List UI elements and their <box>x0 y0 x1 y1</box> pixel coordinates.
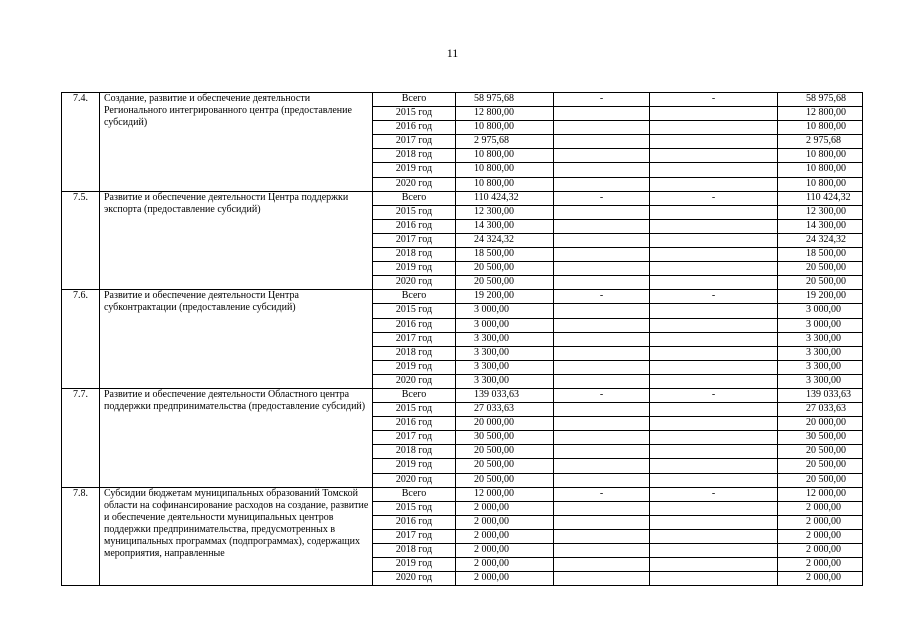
funding-col2-cell <box>650 332 778 346</box>
total-cell: 3 000,00 <box>456 304 554 318</box>
funding-col2-cell <box>650 205 778 219</box>
budget-table <box>61 92 863 586</box>
section-description: Развитие и обеспечение деятельности Центра субконтрактации (предоставление субсидий) <box>100 290 373 389</box>
funding-col2-cell <box>650 121 778 135</box>
total-cell: 20 500,00 <box>456 445 554 459</box>
funding-col2-cell <box>650 544 778 558</box>
funding-total-cell: 20 500,00 <box>778 459 863 473</box>
funding-col2-cell <box>650 248 778 262</box>
funding-total-cell: 14 300,00 <box>778 219 863 233</box>
period-cell: Всего <box>373 290 456 304</box>
funding-col1-cell <box>554 360 650 374</box>
funding-total-cell: 20 000,00 <box>778 417 863 431</box>
funding-total-cell: 24 324,32 <box>778 233 863 247</box>
funding-total-cell: 27 033,63 <box>778 403 863 417</box>
funding-total-cell: 10 800,00 <box>778 177 863 191</box>
funding-total-cell: 3 000,00 <box>778 318 863 332</box>
total-cell: 2 000,00 <box>456 529 554 543</box>
funding-col1-cell <box>554 248 650 262</box>
table-row <box>62 191 863 205</box>
funding-col1-cell: - <box>554 191 650 205</box>
period-cell: 2019 год <box>373 360 456 374</box>
period-cell: 2016 год <box>373 318 456 332</box>
funding-col2-cell: - <box>650 290 778 304</box>
funding-col2-cell <box>650 262 778 276</box>
funding-col1-cell <box>554 318 650 332</box>
funding-total-cell: 3 300,00 <box>778 332 863 346</box>
total-cell: 12 000,00 <box>456 487 554 501</box>
total-cell: 20 500,00 <box>456 276 554 290</box>
period-cell: 2015 год <box>373 501 456 515</box>
funding-col2-cell <box>650 149 778 163</box>
total-cell: 18 500,00 <box>456 248 554 262</box>
funding-col1-cell <box>554 121 650 135</box>
funding-col1-cell: - <box>554 93 650 107</box>
funding-col1-cell <box>554 558 650 572</box>
funding-col2-cell <box>650 459 778 473</box>
period-cell: 2020 год <box>373 276 456 290</box>
total-cell: 12 300,00 <box>456 205 554 219</box>
funding-total-cell: 2 000,00 <box>778 501 863 515</box>
funding-total-cell: 139 033,63 <box>778 388 863 402</box>
funding-col1-cell <box>554 501 650 515</box>
period-cell: 2016 год <box>373 121 456 135</box>
period-cell: 2016 год <box>373 515 456 529</box>
period-cell: 2015 год <box>373 403 456 417</box>
period-cell: 2018 год <box>373 544 456 558</box>
funding-total-cell: 30 500,00 <box>778 431 863 445</box>
period-cell: 2018 год <box>373 149 456 163</box>
funding-col1-cell <box>554 473 650 487</box>
funding-total-cell: 19 200,00 <box>778 290 863 304</box>
table-row <box>62 487 863 501</box>
period-cell: 2017 год <box>373 233 456 247</box>
funding-col1-cell <box>554 276 650 290</box>
funding-total-cell: 18 500,00 <box>778 248 863 262</box>
period-cell: 2017 год <box>373 529 456 543</box>
period-cell: 2018 год <box>373 346 456 360</box>
funding-col2-cell <box>650 107 778 121</box>
total-cell: 14 300,00 <box>456 219 554 233</box>
funding-col2-cell <box>650 445 778 459</box>
section-description: Развитие и обеспечение деятельности Центра поддержки экспорта (предоставление субсидий) <box>100 191 373 290</box>
section-number: 7.7. <box>62 388 100 487</box>
total-cell: 3 300,00 <box>456 346 554 360</box>
funding-total-cell: 58 975,68 <box>778 93 863 107</box>
period-cell: 2017 год <box>373 332 456 346</box>
period-cell: 2016 год <box>373 219 456 233</box>
funding-col2-cell <box>650 417 778 431</box>
total-cell: 2 000,00 <box>456 501 554 515</box>
funding-col2-cell <box>650 304 778 318</box>
section-number: 7.8. <box>62 487 100 586</box>
funding-col2-cell <box>650 163 778 177</box>
funding-col2-cell: - <box>650 191 778 205</box>
funding-col1-cell <box>554 233 650 247</box>
funding-total-cell: 110 424,32 <box>778 191 863 205</box>
funding-col2-cell: - <box>650 487 778 501</box>
funding-col2-cell <box>650 501 778 515</box>
total-cell: 110 424,32 <box>456 191 554 205</box>
total-cell: 27 033,63 <box>456 403 554 417</box>
total-cell: 2 000,00 <box>456 515 554 529</box>
period-cell: 2020 год <box>373 572 456 586</box>
section-number: 7.5. <box>62 191 100 290</box>
period-cell: Всего <box>373 191 456 205</box>
funding-col2-cell <box>650 360 778 374</box>
funding-col2-cell <box>650 233 778 247</box>
total-cell: 20 500,00 <box>456 459 554 473</box>
funding-col1-cell <box>554 431 650 445</box>
funding-total-cell: 20 500,00 <box>778 445 863 459</box>
period-cell: 2019 год <box>373 558 456 572</box>
total-cell: 10 800,00 <box>456 121 554 135</box>
total-cell: 19 200,00 <box>456 290 554 304</box>
funding-col1-cell <box>554 459 650 473</box>
funding-col1-cell <box>554 149 650 163</box>
funding-total-cell: 12 300,00 <box>778 205 863 219</box>
funding-col2-cell <box>650 276 778 290</box>
funding-col1-cell <box>554 445 650 459</box>
period-cell: 2019 год <box>373 163 456 177</box>
funding-total-cell: 10 800,00 <box>778 121 863 135</box>
table-row <box>62 388 863 402</box>
funding-col1-cell <box>554 515 650 529</box>
period-cell: Всего <box>373 93 456 107</box>
funding-col1-cell <box>554 572 650 586</box>
section-description: Развитие и обеспечение деятельности Областного центра поддержки предпринимательства (предоставление субсидий) <box>100 388 373 487</box>
funding-col1-cell <box>554 107 650 121</box>
total-cell: 139 033,63 <box>456 388 554 402</box>
funding-total-cell: 3 300,00 <box>778 360 863 374</box>
funding-col2-cell <box>650 473 778 487</box>
funding-total-cell: 2 000,00 <box>778 544 863 558</box>
section-number: 7.6. <box>62 290 100 389</box>
total-cell: 2 000,00 <box>456 558 554 572</box>
funding-col1-cell <box>554 403 650 417</box>
funding-total-cell: 12 000,00 <box>778 487 863 501</box>
total-cell: 10 800,00 <box>456 177 554 191</box>
funding-col1-cell <box>554 417 650 431</box>
period-cell: 2017 год <box>373 431 456 445</box>
funding-col1-cell <box>554 205 650 219</box>
total-cell: 20 500,00 <box>456 473 554 487</box>
total-cell: 2 000,00 <box>456 572 554 586</box>
total-cell: 30 500,00 <box>456 431 554 445</box>
funding-col1-cell <box>554 374 650 388</box>
funding-total-cell: 20 500,00 <box>778 473 863 487</box>
funding-col1-cell <box>554 304 650 318</box>
funding-total-cell: 2 000,00 <box>778 515 863 529</box>
funding-total-cell: 3 300,00 <box>778 346 863 360</box>
funding-col2-cell <box>650 572 778 586</box>
funding-col1-cell <box>554 262 650 276</box>
funding-col2-cell <box>650 431 778 445</box>
section-description: Субсидии бюджетам муниципальных образований Томской области на софинансирование расходов на создание, развитие и обеспечение деятельности муниципальных центров поддержки предпринимательства, предусмотренных в муниципальных программах (подпрограммах), содержащих мероприятия, направленные <box>100 487 373 586</box>
period-cell: 2017 год <box>373 135 456 149</box>
table-row <box>62 93 863 107</box>
funding-col2-cell <box>650 135 778 149</box>
total-cell: 2 975,68 <box>456 135 554 149</box>
funding-col2-cell: - <box>650 93 778 107</box>
funding-col2-cell <box>650 558 778 572</box>
funding-total-cell: 20 500,00 <box>778 276 863 290</box>
period-cell: Всего <box>373 487 456 501</box>
table-row <box>62 290 863 304</box>
total-cell: 3 300,00 <box>456 332 554 346</box>
funding-col1-cell: - <box>554 290 650 304</box>
total-cell: 20 000,00 <box>456 417 554 431</box>
period-cell: 2019 год <box>373 459 456 473</box>
funding-col2-cell <box>650 318 778 332</box>
funding-col1-cell <box>554 219 650 233</box>
funding-total-cell: 2 000,00 <box>778 558 863 572</box>
period-cell: 2015 год <box>373 205 456 219</box>
period-cell: 2020 год <box>373 374 456 388</box>
funding-col2-cell <box>650 529 778 543</box>
page-number: 11 <box>446 46 459 60</box>
period-cell: 2018 год <box>373 445 456 459</box>
section-number: 7.4. <box>62 93 100 192</box>
total-cell: 24 324,32 <box>456 233 554 247</box>
total-cell: 2 000,00 <box>456 544 554 558</box>
period-cell: Всего <box>373 388 456 402</box>
period-cell: 2020 год <box>373 473 456 487</box>
funding-col2-cell <box>650 346 778 360</box>
funding-col1-cell <box>554 163 650 177</box>
funding-col2-cell: - <box>650 388 778 402</box>
period-cell: 2016 год <box>373 417 456 431</box>
funding-total-cell: 10 800,00 <box>778 163 863 177</box>
funding-total-cell: 3 000,00 <box>778 304 863 318</box>
funding-total-cell: 2 975,68 <box>778 135 863 149</box>
funding-col2-cell <box>650 177 778 191</box>
period-cell: 2018 год <box>373 248 456 262</box>
funding-col1-cell <box>554 346 650 360</box>
funding-total-cell: 3 300,00 <box>778 374 863 388</box>
total-cell: 10 800,00 <box>456 149 554 163</box>
funding-total-cell: 2 000,00 <box>778 529 863 543</box>
funding-col2-cell <box>650 374 778 388</box>
total-cell: 20 500,00 <box>456 262 554 276</box>
funding-total-cell: 12 800,00 <box>778 107 863 121</box>
total-cell: 12 800,00 <box>456 107 554 121</box>
period-cell: 2019 год <box>373 262 456 276</box>
section-description: Создание, развитие и обеспечение деятельности Регионального интегрированного центра (предоставление субсидий) <box>100 93 373 192</box>
funding-col1-cell: - <box>554 388 650 402</box>
funding-col1-cell: - <box>554 487 650 501</box>
funding-total-cell: 2 000,00 <box>778 572 863 586</box>
funding-col1-cell <box>554 544 650 558</box>
funding-total-cell: 10 800,00 <box>778 149 863 163</box>
total-cell: 58 975,68 <box>456 93 554 107</box>
period-cell: 2015 год <box>373 304 456 318</box>
total-cell: 3 300,00 <box>456 360 554 374</box>
funding-col2-cell <box>650 219 778 233</box>
period-cell: 2020 год <box>373 177 456 191</box>
funding-col2-cell <box>650 515 778 529</box>
total-cell: 3 000,00 <box>456 318 554 332</box>
funding-col1-cell <box>554 177 650 191</box>
total-cell: 10 800,00 <box>456 163 554 177</box>
total-cell: 3 300,00 <box>456 374 554 388</box>
funding-col1-cell <box>554 529 650 543</box>
funding-col1-cell <box>554 135 650 149</box>
funding-col1-cell <box>554 332 650 346</box>
funding-col2-cell <box>650 403 778 417</box>
funding-total-cell: 20 500,00 <box>778 262 863 276</box>
period-cell: 2015 год <box>373 107 456 121</box>
